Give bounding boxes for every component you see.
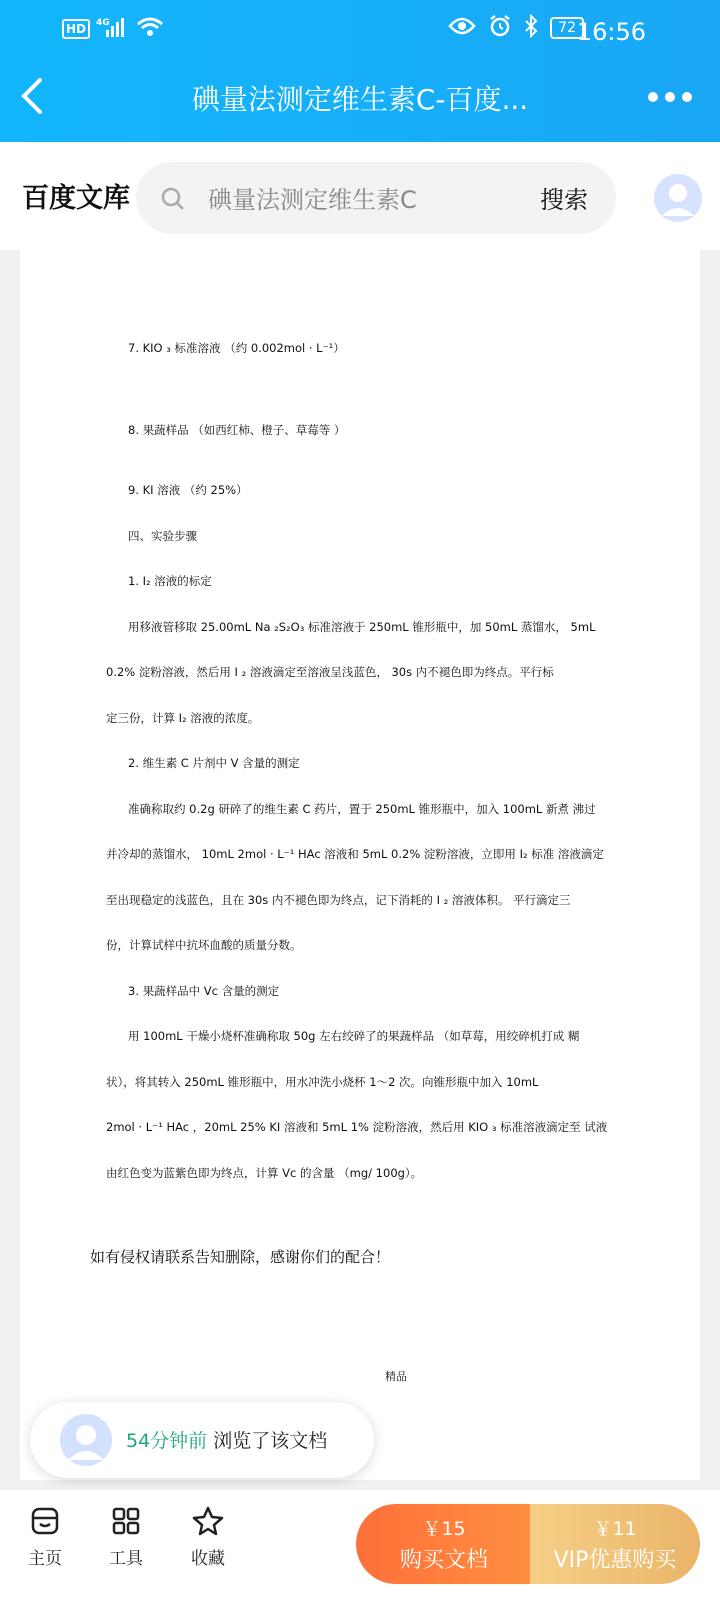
- battery-indicator: 72: [550, 17, 584, 39]
- toast-action: 浏览了该文档: [213, 1430, 328, 1452]
- search-input[interactable]: 碘量法测定维生素C: [208, 186, 417, 214]
- doc-line: 3. 果蔬样品中 Vc 含量的测定: [128, 984, 280, 998]
- chevron-left-icon: [14, 74, 54, 118]
- doc-line: 状），将其转入 250mL 锥形瓶中，用水冲洗小烧杯 1～2 次。向锥形瓶中加入 10mL: [106, 1075, 539, 1089]
- network-type-label: 4G: [96, 18, 110, 28]
- page-mark: 精品: [385, 1370, 407, 1383]
- doc-line: 8. 果蔬样品 （如西红柿、橙子、草莓等 ）: [128, 423, 346, 437]
- hd-indicator: HD: [62, 19, 90, 39]
- bluetooth-icon: [524, 14, 538, 42]
- doc-line: 0.2% 淀粉溶液，然后用 I ₂ 溶液滴定至溶液呈浅蓝色， 30s 内不褪色即为终点。平行标: [106, 665, 554, 679]
- buy-label: 购买文档: [399, 1548, 488, 1573]
- clock: 16:56: [576, 18, 646, 46]
- user-icon: [60, 1414, 112, 1466]
- alarm-icon: [488, 14, 512, 42]
- doc-line: 9. KI 溶液 （约 25%）: [128, 483, 248, 497]
- doc-line: 准确称取约 0.2g 研碎了的维生素 C 药片，置于 250mL 锥形瓶中，加入 100mL 新煮 沸过: [128, 802, 596, 816]
- nav-tools-label: 工具: [109, 1549, 143, 1569]
- doc-line: 由红色变为蓝紫色即为终点，计算 Vc 的含量 （mg/ 100g）。: [106, 1166, 423, 1180]
- copyright-notice: 如有侵权请联系告知删除，感谢你们的配合！: [90, 1248, 391, 1266]
- user-avatar[interactable]: [654, 174, 702, 222]
- vip-label: VIP优惠购买: [553, 1548, 677, 1573]
- signal-icon: [96, 16, 130, 42]
- vip-buy-button[interactable]: [530, 1504, 700, 1584]
- doc-line: 份，计算试样中抗坏血酸的质量分数。: [106, 938, 302, 952]
- document-page: [20, 250, 700, 1480]
- toast-time: 54分钟前: [126, 1430, 208, 1452]
- title-bar: [0, 60, 720, 140]
- app-topbar: [0, 0, 720, 142]
- bottom-bar: [0, 1490, 720, 1600]
- search-button[interactable]: 搜索: [540, 186, 588, 214]
- doc-line: 1. I₂ 溶液的标定: [128, 574, 212, 588]
- toast-text: [126, 1426, 327, 1453]
- nav-favorite-label: 收藏: [191, 1549, 225, 1569]
- doc-line: 至出现稳定的浅蓝色，且在 30s 内不褪色即为终点，记下消耗的 I ₂ 溶液体积。 平行滴定三: [106, 893, 571, 907]
- toast-avatar: [60, 1414, 112, 1466]
- home-icon: [30, 1506, 60, 1536]
- back-button[interactable]: [14, 74, 54, 118]
- search-icon: [160, 186, 186, 212]
- doc-line: 并冷却的蒸馏水， 10mL 2mol · L⁻¹ HAc 溶液和 5mL 0.2% 淀粉溶液，立即用 I₂ 标准 溶液滴定: [106, 847, 604, 861]
- nav-tools[interactable]: [96, 1506, 156, 1569]
- avatar-icon: [654, 174, 702, 222]
- nav-favorite[interactable]: [178, 1506, 238, 1569]
- doc-line: 2mol · L⁻¹ HAc ，20mL 25% KI 溶液和 5mL 1% 淀粉溶液，然后用 KIO ₃ 标准溶液滴定至 试液: [106, 1120, 608, 1134]
- search-bar[interactable]: [136, 162, 616, 234]
- buy-document-button[interactable]: [356, 1504, 532, 1584]
- doc-line: 7. KIO ₃ 标准溶液 （约 0.002mol · L⁻¹）: [128, 341, 345, 355]
- doc-line: 2. 维生素 C 片剂中 V 含量的测定: [128, 756, 300, 770]
- page-title: 碘量法测定维生素C-百度...: [191, 83, 529, 116]
- doc-line: 用 100mL 干燥小烧杯准确称取 50g 左右绞碎了的果蔬样品 （如草莓，用绞碎机打成 糊: [128, 1029, 580, 1043]
- doc-line: 四、实验步骤: [128, 529, 197, 543]
- logo[interactable]: 百度文库: [22, 183, 130, 214]
- eye-icon: [448, 16, 476, 40]
- nav-home[interactable]: [15, 1506, 75, 1569]
- more-options-icon[interactable]: [648, 92, 692, 108]
- site-header: [0, 142, 720, 250]
- wifi-icon: [136, 16, 164, 42]
- star-icon: [192, 1506, 224, 1536]
- nav-home-label: 主页: [28, 1549, 62, 1569]
- doc-line: 用移液管移取 25.00mL Na ₂S₂O₃ 标准溶液于 250mL 锥形瓶中，加 50mL 蒸馏水， 5mL: [128, 620, 596, 634]
- grid-icon: [111, 1506, 141, 1536]
- buy-price: ￥15: [422, 1518, 466, 1540]
- vip-price: ￥11: [593, 1518, 637, 1540]
- doc-line: 定三份，计算 I₂ 溶液的浓度。: [106, 711, 260, 725]
- status-bar: [0, 8, 720, 52]
- recent-view-toast[interactable]: [30, 1402, 374, 1478]
